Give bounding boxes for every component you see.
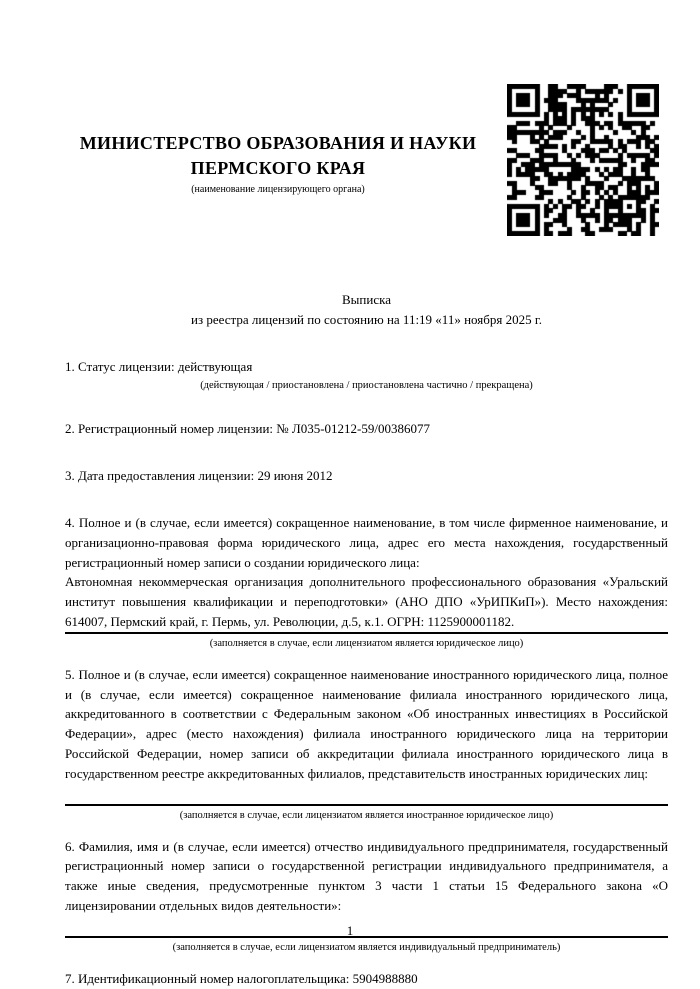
item-4-text: 4. Полное и (в случае, если имеется) сокращенное наименование, в том числе фирменное наименование, и организационно-правовая форма юридического лица, адрес его места нахождения, государственный регистрационный номер записи о создании юридического лица: [65, 514, 668, 570]
item-5-underline [65, 804, 668, 806]
item-4-legal-entity [65, 513, 668, 650]
title-line1: Выписка [342, 292, 391, 307]
document-title [65, 290, 668, 330]
qr-code [507, 84, 659, 236]
item-1-license-status [65, 357, 668, 393]
ministry-name-line1: МИНИСТЕРСТВО ОБРАЗОВАНИЯ И НАУКИ [79, 133, 477, 153]
document-body [65, 290, 668, 989]
item-4-underline [65, 632, 668, 634]
item-6-caption: (заполняется в случае, если лицензиатом является индивидуальный предприниматель) [172, 941, 561, 953]
item-3-license-grant-date: 3. Дата предоставления лицензии: 29 июня 2012 [65, 468, 333, 484]
item-2-registration-number: 2. Регистрационный номер лицензии: № Л035-01212-59/00386077 [65, 421, 431, 437]
item-1-text: 1. Статус лицензии: действующая [65, 358, 253, 374]
item-5-text: 5. Полное и (в случае, если имеется) сокращенное наименование иностранного юридического лица, полное и (в случае, если имеется) сокращенное наименование филиала иностранного юридического лица, аккредитованного в соответствии с Федеральным законом «Об иностранных инвестициях в Российской Федерации», адрес (место нахождения) филиала иностранного юридического лица на территории Российской Федерации, номер записи об аккредитации филиала иностранного юридического лица в государственном реестре аккредитованных филиалов, представительств иностранных юридических лиц: [65, 666, 668, 781]
page-number: 1 [346, 923, 354, 938]
item-7-taxpayer-number: 7. Идентификационный номер налогоплательщика: 5904988880 [65, 970, 418, 986]
ministry-name-line2: ПЕРМСКОГО КРАЯ [190, 158, 366, 178]
item-5-caption: (заполняется в случае, если лицензиатом является иностранное юридическое лицо) [179, 809, 554, 821]
item-5-blank-space [65, 784, 668, 804]
item-1-note: (действующая / приостановлена / приостановлена частично / прекращена) [200, 380, 533, 392]
item-4-value: Автономная некоммерческая организация дополнительного профессионального образования «Уральский институт повышения квалификации и переподготовки» (АНО ДПО «УрИПКиП»). Место нахождения: 614007, Пермский край, г. Пермь, ул. Революции, д.5, к.1. ОГРН: 1125900001182. [65, 574, 668, 629]
item-4-caption: (заполняется в случае, если лицензиатом является юридическое лицо) [209, 637, 524, 649]
licensing-authority-caption: (наименование лицензирующего органа) [191, 184, 365, 195]
qr-code-image [507, 84, 659, 236]
item-6-text: 6. Фамилия, имя и (в случае, если имеется) отчество индивидуального предпринимателя, государственный регистрационный номер записи о государственной регистрации индивидуального предпринимателя, а также иные сведения, предусмотренные пунктом 3 части 1 статьи 15 Федерального закона «О лицензировании отдельных видов деятельности»: [65, 838, 668, 913]
licensing-authority-header [65, 0, 491, 196]
item-5-foreign-entity [65, 665, 668, 822]
title-line2: из реестра лицензий по состоянию на 11:19 «11» ноября 2025 г. [191, 311, 542, 327]
